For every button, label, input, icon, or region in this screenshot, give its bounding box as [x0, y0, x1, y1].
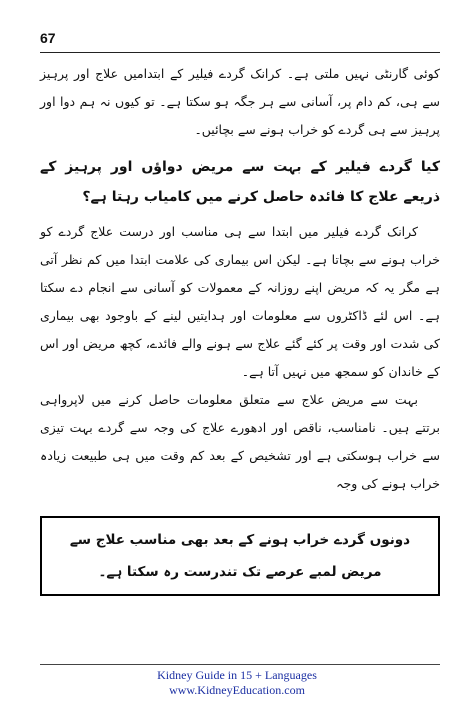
paragraph-explanation: کرانک گردے فیلیر میں ابتدا سے ہی مناسب اور درست علاج گردے کو خراب ہونے سے بچاتا ہے۔ لیکن اس بیماری کی علامت ابتدا میں کم نظر آتی ہے مگر یہ کہ مریض اپنے روزانہ کے معمولات کو آسانی سے انجام دے سکتا ہے۔ اس لئے ڈاکٹروں سے معلومات اور ہدایتیں لینے کے باوجود بھی بیماری کی شدت اور وقت پر کئے گئے علاج سے ہونے والے فائدے، کچھ مریض اور اس کے خاندان کو سمجھ میں نہیں آتا ہے۔: [40, 224, 440, 379]
footer-rule: [40, 664, 440, 665]
paragraph-intro: کوئی گارنٹی نہیں ملتی ہے۔ کرانک گردے فیلیر کے ابتدامیں علاج اور پرہیز سے ہی، کم دام پر، آسانی سے ہر جگہ ہو سکتا ہے۔ تو کیوں نہ ہم دوا اور پرہیز سے ہی گردے کو خراب ہونے سے بچائیں۔: [40, 66, 440, 137]
footer: [0, 668, 474, 698]
header-rule: [40, 52, 440, 53]
callout-box: دونوں گردے خراب ہونے کے بعد بھی مناسب علاج سے مریض لمبے عرصے تک تندرست رہ سکتا ہے۔: [40, 516, 440, 596]
page-body: [40, 60, 440, 596]
footer-website-link[interactable]: www.KidneyEducation.com: [169, 683, 305, 697]
footer-title: Kidney Guide in 15 + Languages: [157, 668, 317, 682]
paragraph-carelessness: بہت سے مریض علاج سے متعلق معلومات حاصل کرنے میں لاپرواہی برتتے ہیں۔ نامناسب، ناقص اور ادھورے علاج کی وجہ سے گردے بہت تیزی سے خراب ہوسکتی ہے اور تشخیص کے بعد کم وقت میں ہی طبیعت زیادہ خراب ہونے کی وجہ: [40, 392, 440, 491]
section-heading: کیا گردے فیلیر کے بہت سے مریض دواؤں اور پرہیز کے ذریعے علاج کا فائدہ حاصل کرنے میں کامیاب رہتا ہے؟: [40, 159, 440, 205]
page-number: 67: [40, 30, 56, 46]
